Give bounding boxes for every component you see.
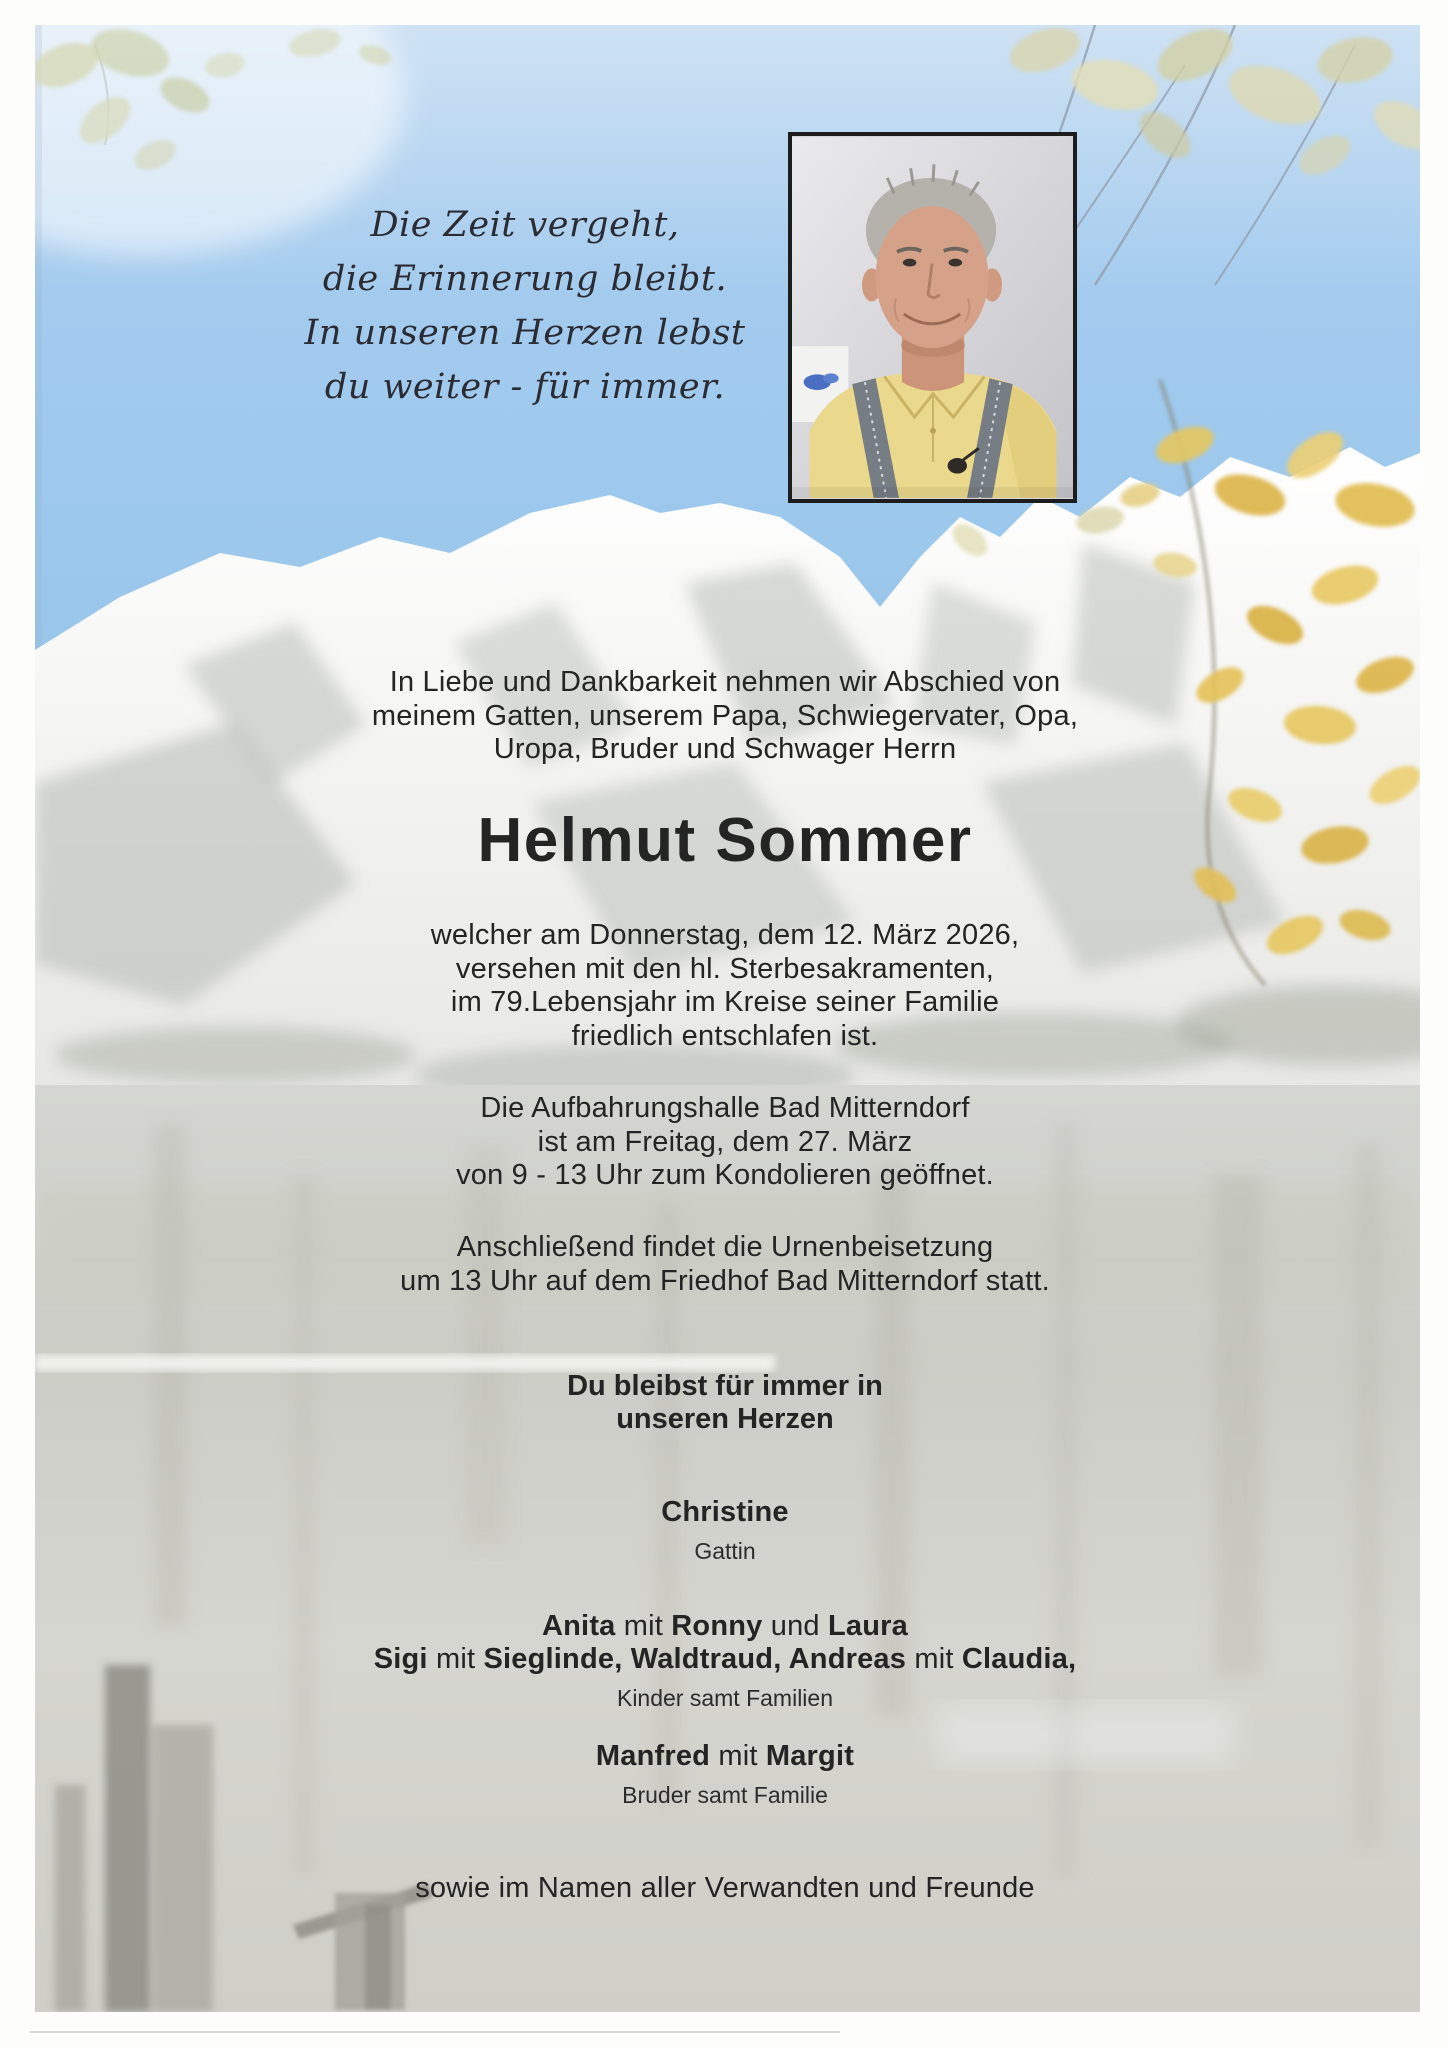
mourner-group: [20, 1610, 1430, 1712]
portrait-photo: [788, 132, 1077, 503]
mourner-names: Manfred mit Margit: [595, 1740, 855, 1772]
closing-line: sowie im Namen aller Verwandten und Freunde: [415, 1872, 1035, 1904]
mourner-group: [20, 1740, 1430, 1809]
announcement-intro: In Liebe und Dankbarkeit nehmen wir Abschied von meinem Gatten, unserem Papa, Schwiegervater, Opa, Uropa, Bruder und Schwager Herrn: [371, 666, 1079, 765]
scan-artifact-line: [30, 2031, 840, 2033]
mourner-relation: Kinder samt Familien: [616, 1685, 834, 1711]
face: [876, 206, 989, 348]
burial-details: Anschließend findet die Urnenbeisetzung um 13 Uhr auf dem Friedhof Bad Mitterndorf statt.: [400, 1231, 1050, 1297]
death-details: welcher am Donnerstag, dem 12. März 2026, versehen mit den hl. Sterbesakramenten, im 79.Lebensjahr im Kreise seiner Familie friedlich entschlafen ist.: [430, 919, 1020, 1052]
memorial-verse: Die Zeit vergeht, die Erinnerung bleibt. In unseren Herzen lebst du weiter - für immer.: [304, 205, 746, 407]
mourner-relation: Gattin: [694, 1538, 756, 1564]
farewell-text: Du bleibst für immer in unseren Herzen: [567, 1370, 883, 1435]
mourner-group: [20, 1496, 1430, 1565]
portrait-illustration: [792, 136, 1073, 499]
deceased-name: Helmut Sommer: [477, 806, 973, 875]
mourner-relation: Bruder samt Familie: [622, 1782, 828, 1808]
mourner-names: Christine: [661, 1496, 789, 1528]
eye: [903, 259, 917, 267]
mourner-names: Anita mit Ronny und Laura Sigi mit Sieglinde, Waldtraud, Andreas mit Claudia,: [373, 1610, 1077, 1675]
condolence-details: Die Aufbahrungshalle Bad Mitterndorf ist am Freitag, dem 27. März von 9 - 13 Uhr zum Kondolieren geöffnet.: [456, 1092, 994, 1191]
eye: [949, 259, 963, 267]
